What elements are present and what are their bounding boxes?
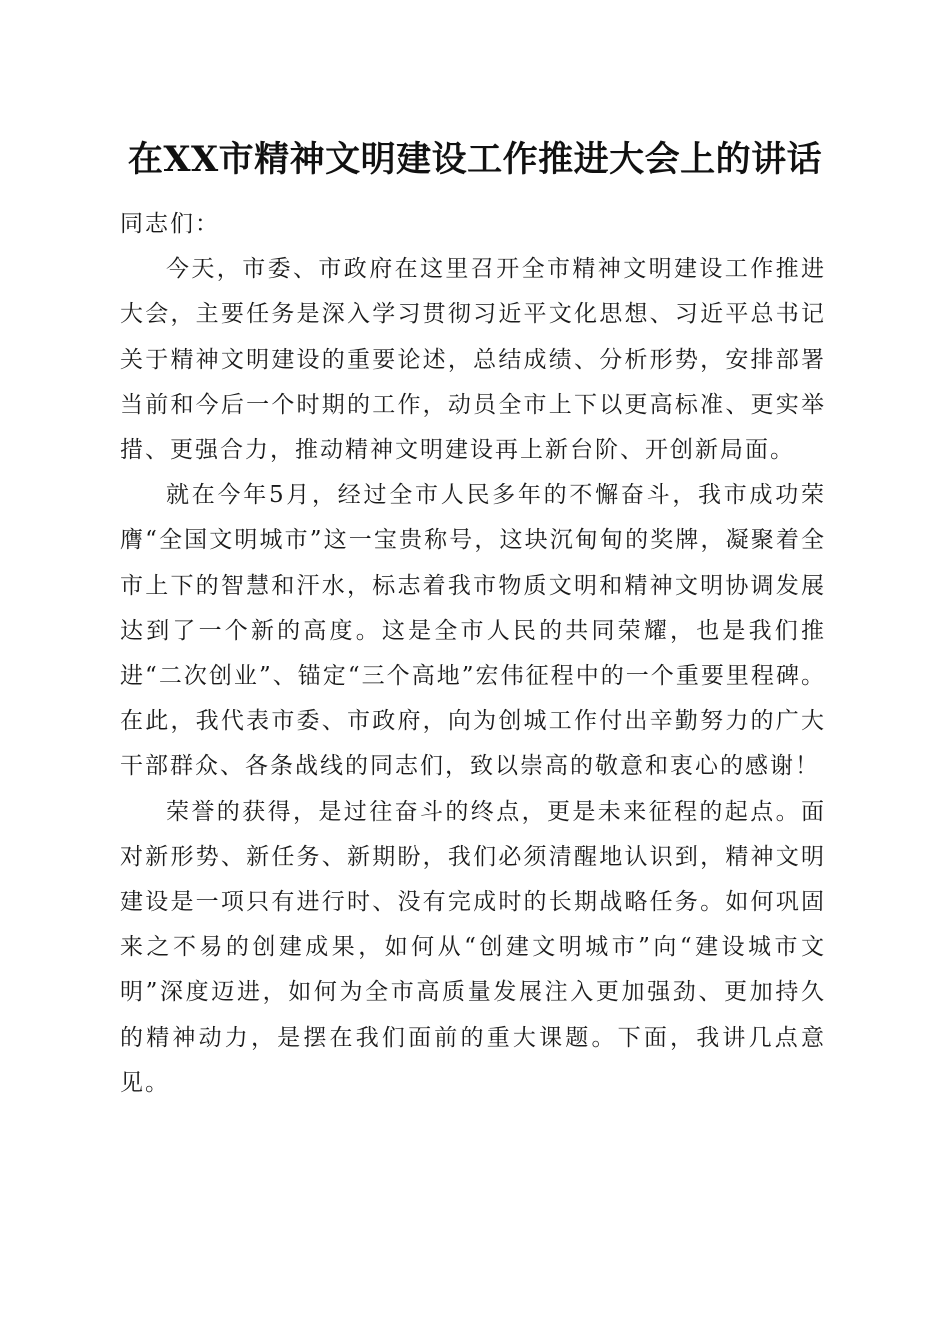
salutation: 同志们： (120, 211, 220, 237)
paragraph-opening: 今天，市委、市政府在这里召开全市精神文明建设工作推进大会，主要任务是深入学习贯彻习近平文化思想、习近平总书记关于精神文明建设的重要论述，总结成绩、分析形势，安排部署当前和今后一个时期的工作，动员全市上下以更高标准、更实举措、更强合力，推动精神文明建设再上新台阶、开创新局面。 (120, 256, 826, 464)
document-title: 在XX市精神文明建设工作推进大会上的讲话 (127, 139, 823, 180)
paragraph-achievement: 就在今年5月，经过全市人民多年的不懈奋斗，我市成功荣膺“全国文明城市”这一宝贵称号，这块沉甸甸的奖牌，凝聚着全市上下的智慧和汗水，标志着我市物质文明和精神文明协调发展达到了一个新的高度。这是全市人民的共同荣耀，也是我们推进“二次创业”、锚定“三个高地”宏伟征程中的一个重要里程碑。在此，我代表市委、市政府，向为创城工作付出辛勤努力的广大干部群众、各条战线的同志们，致以崇高的敬意和衷心的感谢！ (120, 482, 826, 780)
speech-body (120, 202, 826, 1106)
paragraph-outlook: 荣誉的获得，是过往奋斗的终点，更是未来征程的起点。面对新形势、新任务、新期盼，我们必须清醒地认识到，精神文明建设是一项只有进行时、没有完成时的长期战略任务。如何巩固来之不易的创建成果，如何从“创建文明城市”向“建设城市文明”深度迈进，如何为全市高质量发展注入更加强劲、更加持久的精神动力，是摆在我们面前的重大课题。下面，我讲几点意见。 (120, 798, 826, 1096)
